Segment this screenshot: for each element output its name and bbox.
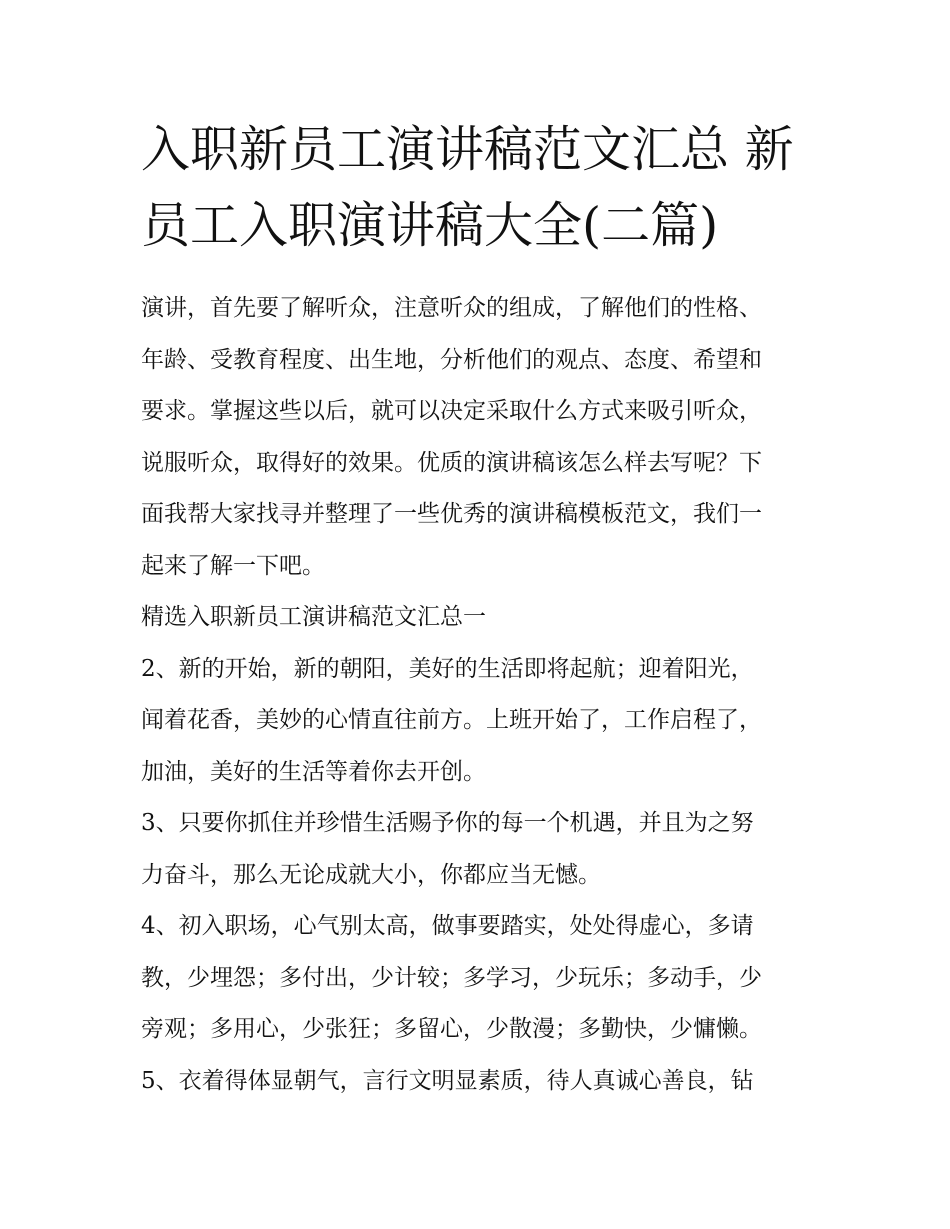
intro-line-6: 起来了解一下吧。 xyxy=(141,552,325,579)
item-5-line-1: 5、衣着得体显朝气，言行文明显素质，待人真诚心善良，钻 xyxy=(141,1067,754,1094)
intro-line-2: 年龄、受教育程度、出生地，分析他们的观点、态度、希望和 xyxy=(141,346,762,373)
item-2-line-1: 2、新的开始，新的朝阳，美好的生活即将起航；迎着阳光， xyxy=(141,655,754,682)
item-3-line-1: 3、只要你抓住并珍惜生活赐予你的每一个机遇，并且为之努 xyxy=(141,810,754,836)
intro-line-3: 要求。掌握这些以后，就可以决定采取什么方式来吸引听众， xyxy=(141,398,762,424)
title-line-2: 员工入职演讲稿大全(二篇) xyxy=(141,197,719,254)
item-2-line-3: 加油，美好的生活等着你去开创。 xyxy=(141,758,486,785)
intro-line-1: 演讲，首先要了解听众，注意听众的组成，了解他们的性格、 xyxy=(141,295,762,321)
document-page xyxy=(141,112,813,1107)
item-4-line-3: 旁观；多用心，少张狂；多留心，少散漫；多勤快，少慵懒。 xyxy=(141,1016,762,1042)
title-line-1: 入职新员工演讲稿范文汇总 新 xyxy=(141,121,794,178)
item-4-line-2: 教，少埋怨；多付出，少计较；多学习，少玩乐；多动手，少 xyxy=(141,964,762,991)
intro-line-4: 说服听众，取得好的效果。优质的演讲稿该怎么样去写呢？下 xyxy=(141,449,762,476)
item-3-line-2: 力奋斗，那么无论成就大小，你都应当无憾。 xyxy=(141,861,601,888)
intro-line-5: 面我帮大家找寻并整理了一些优秀的演讲稿模板范文，我们一 xyxy=(141,501,762,527)
item-2-line-2: 闻着花香，美妙的心情直往前方。上班开始了，工作启程了， xyxy=(141,707,762,733)
document-title xyxy=(141,112,813,264)
document-body xyxy=(141,283,813,1107)
item-4-line-1: 4、初入职场，心气别太高，做事要踏实，处处得虚心，多请 xyxy=(141,913,754,939)
section-heading: 精选入职新员工演讲稿范文汇总一 xyxy=(141,604,486,630)
